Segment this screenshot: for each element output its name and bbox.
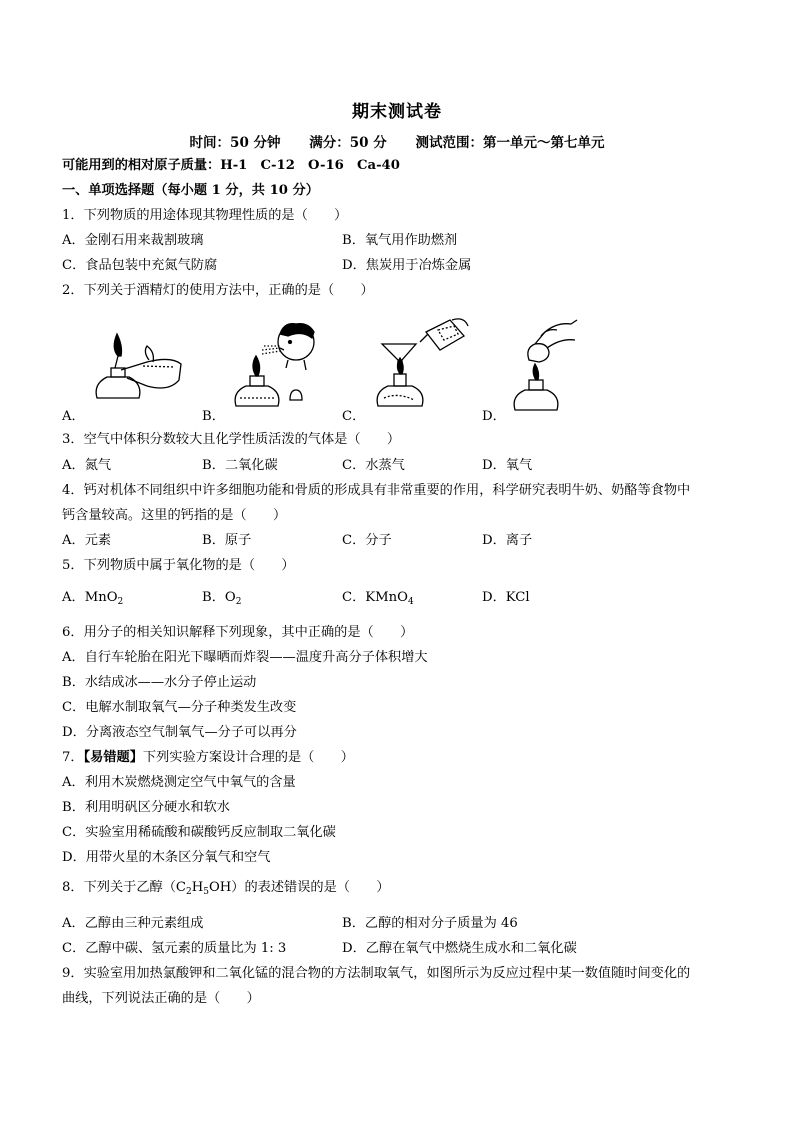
- q2-option-a: A．: [62, 409, 85, 424]
- exam-info: [0, 131, 794, 151]
- q6-option-b: B．水结成冰——水分子停止运动: [62, 675, 257, 690]
- q8-stem: [62, 879, 390, 901]
- exam-time: 时间：50 分钟: [189, 135, 281, 151]
- exam-score: 满分：50 分: [309, 135, 387, 151]
- q5-option-a-text: A．MnO: [62, 590, 118, 605]
- q1-option-a: A．金刚石用来裁割玻璃: [62, 233, 204, 248]
- q5-option-b-subscript: 2: [235, 597, 242, 607]
- q8-stem-pre: 8．下列关于乙醇（C: [62, 880, 186, 895]
- q8-sub-2: 5: [203, 887, 209, 897]
- q5-option-c-text: C．KMnO: [342, 590, 408, 605]
- q8-option-b: B．乙醇的相对分子质量为 46: [342, 916, 518, 931]
- alcohol-lamp-figure-b: [228, 318, 343, 418]
- q2-option-c: C．: [342, 409, 366, 424]
- q7-option-a: A．利用木炭燃烧测定空气中氧气的含量: [62, 775, 296, 790]
- q5-option-c-subscript: 4: [407, 597, 414, 607]
- alcohol-lamp-figure-a: [85, 322, 195, 417]
- q7-number: 7．: [62, 750, 84, 765]
- q3-option-a: A．氮气: [62, 458, 112, 473]
- q5-stem: 5．下列物质中属于氧化物的是（ ）: [62, 558, 295, 573]
- q1-option-d: D．焦炭用于冶炼金属: [342, 258, 472, 273]
- atomic-masses: 可能用到的相对原子质量：H-1 C-12 O-16 Ca-40: [62, 158, 400, 173]
- q8-option-c: C．乙醇中碳、氢元素的质量比为 1: 3: [62, 941, 287, 956]
- q6-option-c: C．电解水制取氧气—分子种类发生改变: [62, 700, 297, 715]
- q7-tag: 【易错题】: [83, 750, 143, 765]
- q6-stem: 6．用分子的相关知识解释下列现象，其中正确的是（ ）: [62, 625, 414, 640]
- q4-option-d: D．离子: [482, 533, 533, 548]
- q9-stem-line1: 9．实验室用加热氯酸钾和二氧化锰的混合物的方法制取氧气，如图所示为反应过程中某一数值随时间变化的: [62, 966, 691, 981]
- exam-scope: 测试范围：第一单元～第七单元: [415, 135, 605, 151]
- q2-option-b: B．: [202, 409, 225, 424]
- q4-option-c: C．分子: [342, 533, 392, 548]
- alcohol-lamp-figure-c: [368, 318, 478, 418]
- q1-stem: 1．下列物质的用途体现其物理性质的是（ ）: [62, 208, 348, 223]
- q3-stem: 3．空气中体积分数较大且化学性质活泼的气体是（ ）: [62, 432, 401, 447]
- q8-stem-post: OH）的表述错误的是（ ）: [208, 880, 390, 895]
- q5-option-a: [62, 589, 123, 611]
- q3-option-d: D．氧气: [482, 458, 533, 473]
- q6-option-a: A．自行车轮胎在阳光下曝晒而炸裂——温度升高分子体积增大: [62, 650, 428, 665]
- q5-option-b: [202, 589, 241, 611]
- q3-option-c: C．水蒸气: [342, 458, 405, 473]
- q7-stem-text: 下列实验方案设计合理的是（ ）: [142, 750, 354, 765]
- q7-option-c: C．实验室用稀硫酸和碳酸钙反应制取二氧化碳: [62, 825, 336, 840]
- q2-stem: 2．下列关于酒精灯的使用方法中，正确的是（ ）: [62, 283, 374, 298]
- q7-stem: [62, 749, 354, 767]
- q5-option-a-subscript: 2: [117, 597, 124, 607]
- q5-option-b-text: B．O: [202, 590, 236, 605]
- alcohol-lamp-figure-d: [505, 318, 600, 418]
- q5-option-c: [342, 589, 414, 611]
- q3-option-b: B．二氧化碳: [202, 458, 278, 473]
- section-heading: 一、单项选择题（每小题 1 分，共 10 分）: [62, 183, 319, 198]
- q8-sub-1: 2: [185, 887, 192, 897]
- q1-option-b: B．氧气用作助燃剂: [342, 233, 458, 248]
- q5-option-d: D．KCl: [482, 590, 530, 605]
- q4-stem-line1: 4．钙对机体不同组织中许多细胞功能和骨质的形成具有非常重要的作用，科学研究表明牛奶、奶酪等食物中: [62, 483, 691, 498]
- q8-stem-mid: H: [191, 880, 204, 895]
- q6-option-d: D．分离液态空气制氧气—分子可以再分: [62, 725, 297, 740]
- q7-option-d: D．用带火星的木条区分氧气和空气: [62, 850, 271, 865]
- q2-option-d: D．: [482, 409, 506, 424]
- q7-option-b: B．利用明矾区分硬水和软水: [62, 800, 230, 815]
- q9-stem-line2: 曲线，下列说法正确的是（ ）: [62, 991, 260, 1006]
- q8-option-a: A．乙醇由三种元素组成: [62, 916, 204, 931]
- page-title: 期末测试卷: [352, 102, 442, 122]
- q4-option-a: A．元素: [62, 533, 112, 548]
- q4-option-b: B．原子: [202, 533, 252, 548]
- q4-stem-line2: 钙含量较高。这里的钙指的是（ ）: [62, 508, 287, 523]
- q1-option-c: C．食品包装中充氮气防腐: [62, 258, 218, 273]
- q8-option-d: D．乙醇在氧气中燃烧生成水和二氧化碳: [342, 941, 577, 956]
